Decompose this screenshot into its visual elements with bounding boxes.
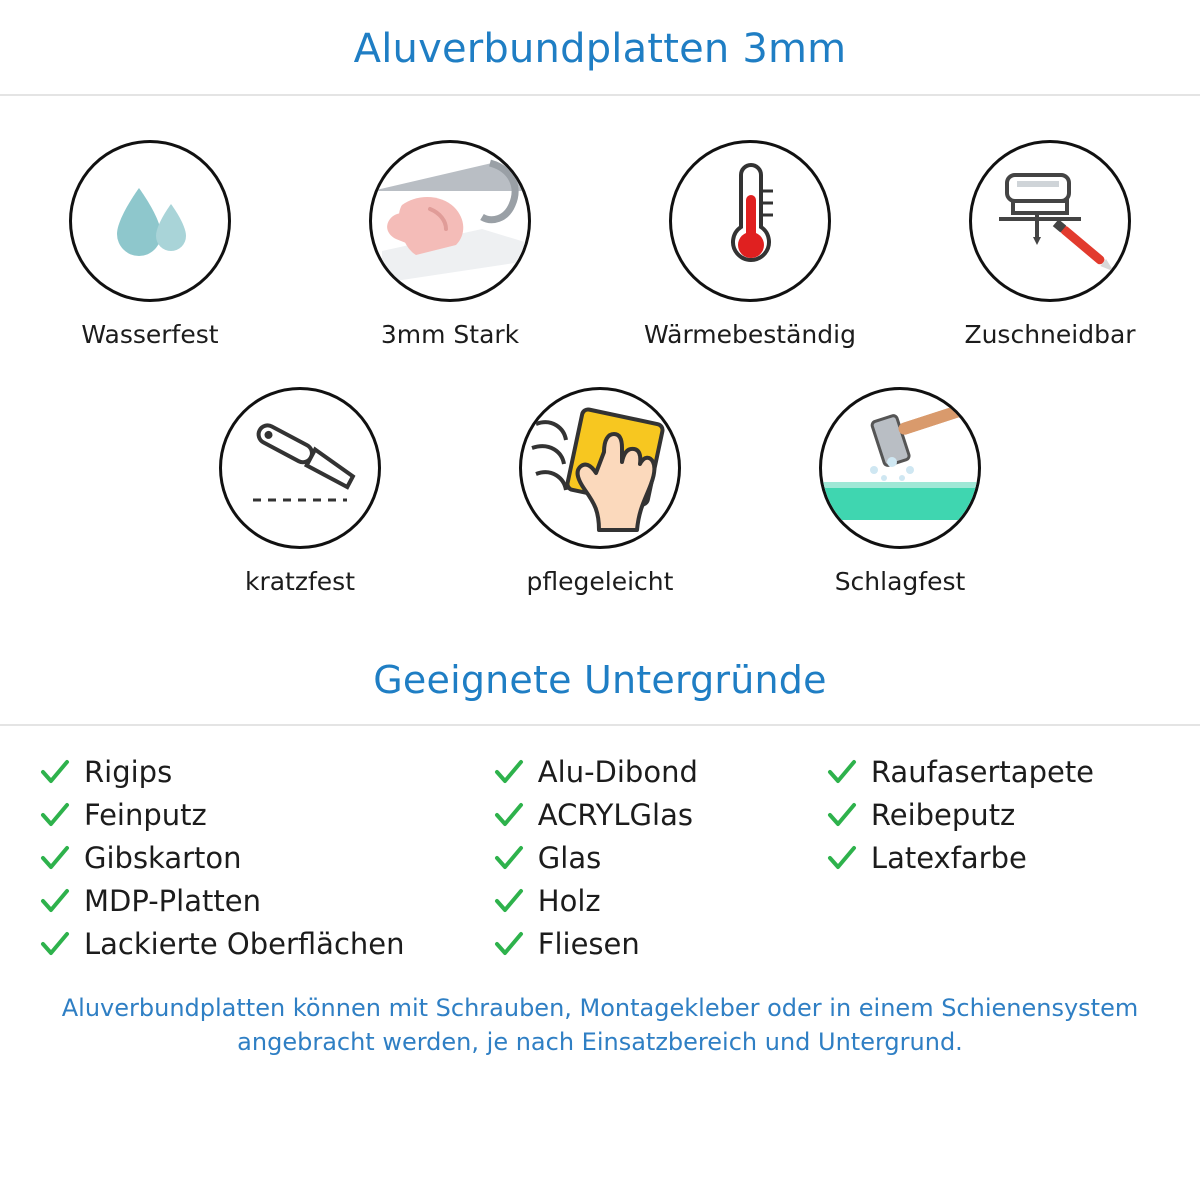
list-item-label: Rigips xyxy=(84,754,173,789)
list-item xyxy=(40,793,494,836)
feature-label: kratzfest xyxy=(244,567,355,596)
list-item xyxy=(827,750,1160,793)
substrate-lists xyxy=(0,726,1200,965)
check-icon xyxy=(494,886,524,916)
feature-label: Zuschneidbar xyxy=(964,320,1136,349)
feature-label: 3mm Stark xyxy=(380,320,520,349)
list-item xyxy=(494,793,827,836)
list-item-label: Alu-Dibond xyxy=(537,754,698,789)
check-icon xyxy=(40,757,70,787)
feature-icon-circle xyxy=(369,140,531,302)
list-item xyxy=(40,750,494,793)
list-item-label: Reibeputz xyxy=(870,797,1016,832)
list-item xyxy=(494,922,827,965)
page-title: Aluverbundplatten 3mm xyxy=(353,26,847,72)
list-item-label: Fliesen xyxy=(537,926,640,961)
list-item xyxy=(40,879,494,922)
check-icon xyxy=(827,800,857,830)
feature-waermebestaendig xyxy=(600,140,900,349)
list-item-label: Holz xyxy=(537,883,601,918)
section-two-header xyxy=(0,658,1200,702)
list-item xyxy=(494,836,827,879)
list-item xyxy=(827,836,1160,879)
check-icon xyxy=(40,886,70,916)
substrate-column-3 xyxy=(827,750,1160,965)
check-icon xyxy=(494,757,524,787)
substrate-column-1 xyxy=(40,750,494,965)
feature-kratzfest xyxy=(150,387,450,596)
list-item-label: ACRYLGlas xyxy=(537,797,693,832)
check-icon xyxy=(494,929,524,959)
header xyxy=(0,0,1200,72)
hammer-impact-icon xyxy=(822,390,978,546)
list-item-label: Latexfarbe xyxy=(870,840,1027,875)
feature-icon-circle xyxy=(519,387,681,549)
footer-note: Aluverbundplatten können mit Schrauben, Montagekleber oder in einem Schienensystem angebracht werden, je nach Einsatzbereich und Untergrund. xyxy=(61,994,1139,1057)
list-item-label: Lackierte Oberflächen xyxy=(84,926,405,961)
section-two-title: Geeignete Untergründe xyxy=(373,658,827,702)
feature-icon-circle xyxy=(669,140,831,302)
check-icon xyxy=(494,800,524,830)
feature-schlagfest xyxy=(750,387,1050,596)
list-item xyxy=(40,836,494,879)
feature-3mm-stark xyxy=(300,140,600,349)
feature-pflegeleicht xyxy=(450,387,750,596)
list-item xyxy=(494,750,827,793)
feature-label: Wasserfest xyxy=(81,320,219,349)
list-item xyxy=(40,922,494,965)
check-icon xyxy=(827,757,857,787)
water-drops-icon xyxy=(95,166,205,276)
feature-icon-circle xyxy=(219,387,381,549)
jigsaw-cutter-icon xyxy=(985,161,1115,281)
substrate-column-2 xyxy=(494,750,827,965)
feature-icon-circle xyxy=(819,387,981,549)
knife-scratch-icon xyxy=(235,408,365,528)
list-item-label: Gibskarton xyxy=(84,840,242,875)
list-item-label: Raufasertapete xyxy=(870,754,1095,789)
feature-zuschneidbar xyxy=(900,140,1200,349)
feature-icon-circle xyxy=(969,140,1131,302)
feature-label: Wärmebeständig xyxy=(644,320,856,349)
check-icon xyxy=(494,843,524,873)
list-item-label: MDP-Platten xyxy=(84,883,261,918)
feature-row-2 xyxy=(0,387,1200,596)
feature-icon-circle xyxy=(69,140,231,302)
list-item-label: Feinputz xyxy=(84,797,207,832)
check-icon xyxy=(40,800,70,830)
list-item xyxy=(494,879,827,922)
check-icon xyxy=(40,843,70,873)
feature-label: pflegeleicht xyxy=(526,567,674,596)
strong-arm-icon xyxy=(372,143,528,299)
cleaning-hand-cloth-icon xyxy=(522,390,678,546)
feature-wasserfest xyxy=(0,140,300,349)
check-icon xyxy=(40,929,70,959)
thermometer-icon xyxy=(695,161,805,281)
list-item-label: Glas xyxy=(537,840,602,875)
list-item xyxy=(827,793,1160,836)
check-icon xyxy=(827,843,857,873)
feature-section xyxy=(0,96,1200,596)
feature-row-1 xyxy=(0,140,1200,349)
feature-label: Schlagfest xyxy=(834,567,966,596)
